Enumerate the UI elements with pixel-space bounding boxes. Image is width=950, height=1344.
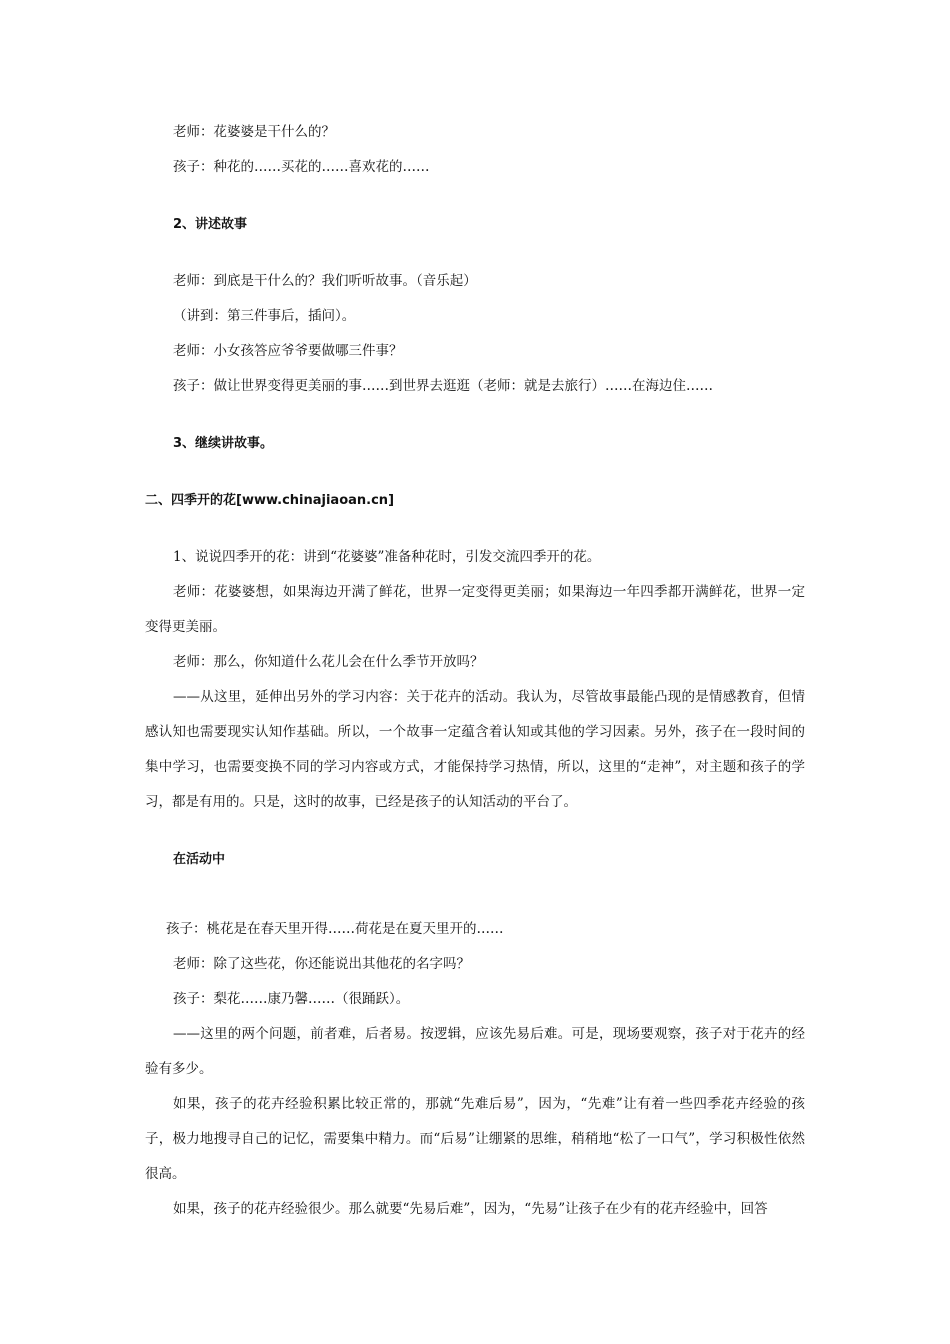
subheading-in-activity: 在活动中: [173, 852, 226, 867]
dialogue-child-three-things: 孩子：做让世界变得更美丽的事……到世界去逛逛（老师：就是去旅行）……在海边住……: [173, 378, 713, 394]
chapter-heading-seasons: 二、四季开的花[www.chinajiaoan.cn]: [145, 493, 395, 508]
dialogue-teacher-three-things: 老师：小女孩答应爷爷要做哪三件事？: [173, 343, 403, 359]
section-heading-2: 2、讲述故事: [173, 217, 248, 232]
dialogue-teacher-seasons: 老师：那么，你知道什么花儿会在什么季节开放吗？: [173, 654, 484, 670]
narration-note: （讲到：第三件事后，插问）。: [173, 308, 356, 324]
commentary-hard-then-easy: 如果，孩子的花卉经验积累比较正常的，那就“先难后易”，因为，“先难”让有着一些四季花卉经验的孩子，极力地搜寻自己的记忆，需要集中精力。而“后易”让绷紧的思维，稍稍地“松了一口气”，学习积极性依然很高。: [145, 1096, 805, 1182]
dialogue-teacher-question: 老师：花婆婆是干什么的？: [173, 124, 335, 140]
dialogue-child-answer: 孩子：种花的……买花的……喜欢花的……: [173, 159, 430, 175]
dialogue-teacher-other-flowers: 老师：除了这些花，你还能说出其他花的名字吗？: [173, 956, 470, 972]
commentary-easy-then-hard: 如果，孩子的花卉经验很少。那么就要“先易后难”，因为，“先易”让孩子在少有的花卉经验中，回答: [173, 1201, 768, 1217]
activity-step-1: 1、说说四季开的花：讲到“花婆婆”准备种花时，引发交流四季开的花。: [173, 549, 601, 565]
dialogue-child-seasonal-flowers: 孩子：桃花是在春天里开得……荷花是在夏天里开的……: [166, 921, 504, 937]
dialogue-teacher-story: 老师：到底是干什么的？我们听听故事。（音乐起）: [173, 273, 477, 289]
commentary-extension: ——从这里，延伸出另外的学习内容：关于花卉的活动。我认为，尽管故事最能凸现的是情感教育，但情感认知也需要现实认知作基础。所以，一个故事一定蕴含着认知或其他的学习因素。另外，孩子在一段时间的集中学习，也需要变换不同的学习内容或方式，才能保持学习热情，所以，这里的“走神”，对主题和孩子的学习，都是有用的。只是，这时的故事，已经是孩子的认知活动的平台了。: [145, 689, 805, 810]
commentary-two-questions: ——这里的两个问题，前者难，后者易。按逻辑，应该先易后难。可是，现场要观察，孩子对于花卉的经验有多少。: [145, 1026, 805, 1077]
dialogue-teacher-flowers: 老师：花婆婆想，如果海边开满了鲜花，世界一定变得更美丽；如果海边一年四季都开满鲜花，世界一定变得更美丽。: [145, 584, 805, 635]
dialogue-child-flower-names: 孩子：梨花……康乃馨……（很踊跃）。: [173, 991, 410, 1007]
section-heading-3: 3、继续讲故事。: [173, 436, 274, 451]
